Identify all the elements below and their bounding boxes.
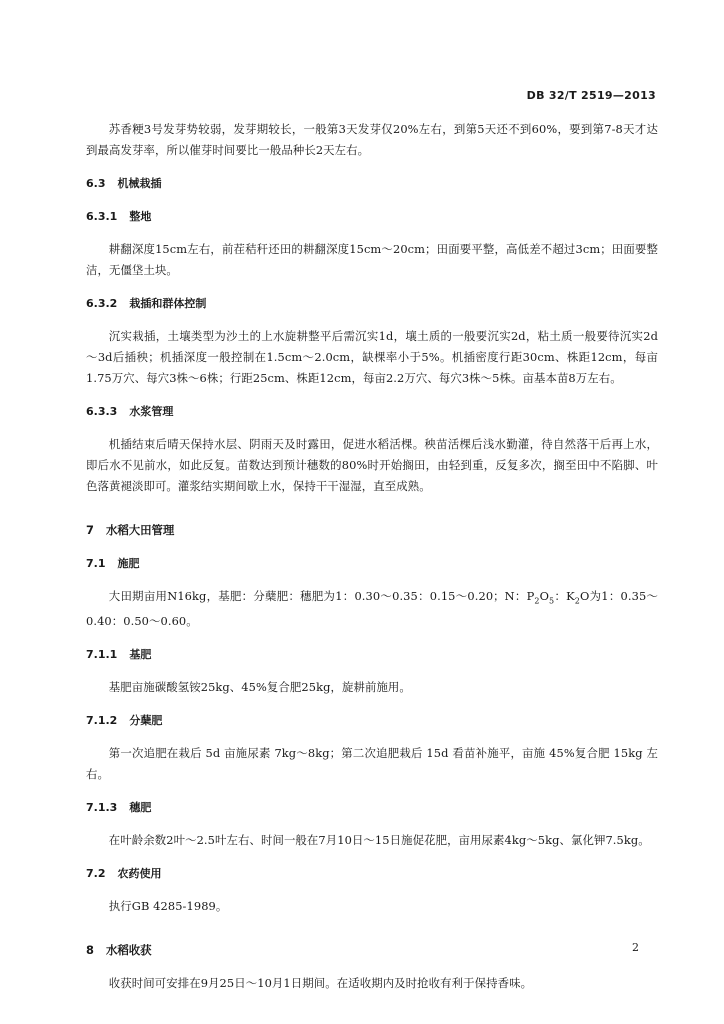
- paragraph-intro: 苏香粳3号发芽势较弱，发芽期较长，一般第3天发芽仅20%左右，到第5天还不到60%，要到第7-8天才达到最高发芽率，所以催芽时间要比一般品种长2天左右。: [86, 122, 658, 157]
- heading-title: 栽插和群体控制: [129, 297, 207, 310]
- heading-number: 6.3: [86, 177, 106, 190]
- heading-7-1: [86, 553, 658, 574]
- heading-title: 水稻大田管理: [105, 523, 175, 537]
- heading-title: 水稻收获: [105, 943, 152, 958]
- page-number: 2: [632, 941, 639, 954]
- heading-title: 分蘖肥: [129, 714, 163, 728]
- paragraph-7-1-1: 基肥亩施碳酸氢铵25kg、45%复合肥25kg，旋耕前施用。: [108, 680, 411, 695]
- document-code: DB 32/T 2519—2013: [526, 89, 656, 102]
- paragraph-6-3-3: 机插结束后晴天保持水层、阴雨天及时露田，促进水稻活棵。秧苗活棵后浅水勤灌，待自然落干后再上水，即后水不见前水，如此反复。苗数达到预计穗数的80%时开始搁田，由轻到重，反复多次，搁至田中不陷脚、叶色落黄褪淡即可。灌浆结实期间歇上水，保持干干湿湿，直至成熟。: [86, 437, 658, 493]
- heading-7-2: [86, 863, 658, 884]
- heading-8: [86, 940, 658, 961]
- heading-title: 穗肥: [129, 801, 152, 815]
- heading-number: 7.1: [86, 557, 106, 570]
- heading-6-3-2: [86, 293, 658, 314]
- heading-7: [86, 520, 658, 541]
- document-body: [86, 119, 658, 994]
- heading-title: 农药使用: [117, 867, 162, 881]
- heading-number: 7.1.1: [86, 648, 118, 662]
- heading-title: 整地: [129, 210, 152, 223]
- heading-number: 6.3.2: [86, 297, 118, 310]
- paragraph-7-1-2: 第一次追肥在栽后 5d 亩施尿素 7kg～8kg；第二次追肥栽后 15d 看苗补施平，亩施 45%复合肥 15kg 左右。: [86, 746, 658, 782]
- paragraph-6-3-2: 沉实栽插，土壤类型为沙土的上水旋耕整平后需沉实1d，壤土质的一般要沉实2d，粘土质一般要待沉实2d～3d后插秧；机插深度一般控制在1.5cm～2.0cm，缺棵率小于5%。机插密度行距30cm、株距12cm，每亩1.75万穴、每穴3株～6株；行距25cm、株距12cm，每亩2.2万穴、每穴3株～5株。亩基本苗8万左右。: [86, 329, 658, 385]
- heading-7-1-2: [86, 710, 658, 731]
- paragraph-7-1-3: 在叶龄余数2叶～2.5叶左右、时间一般在7月10日～15日施促花肥，亩用尿素4kg～5kg、氯化钾7.5kg。: [108, 833, 650, 848]
- heading-number: 7.1.2: [86, 714, 118, 728]
- heading-6-3-1: [86, 206, 658, 227]
- paragraph-7-1: 大田期亩用N16kg，基肥：分蘖肥：穗肥为1：0.30～0.35：0.15～0.20；N：$P_2O_5$：$K_2O$为1：0.35～0.40：0.50～0.60。: [86, 589, 658, 629]
- heading-number: 7.2: [86, 867, 106, 881]
- paragraph-8: 收获时间可安排在9月25日～10月1日期间。在适收期内及时抢收有利于保持香味。: [108, 976, 533, 991]
- heading-7-1-1: [86, 644, 658, 665]
- heading-title: 施肥: [117, 557, 140, 570]
- heading-title: 水浆管理: [129, 405, 174, 418]
- paragraph-7-2: 执行GB 4285-1989。: [108, 899, 228, 914]
- heading-6-3: [86, 173, 658, 194]
- paragraph-6-3-1: 耕翻深度15cm左右，前茬秸秆还田的耕翻深度15cm～20cm；田面要平整，高低差不超过3cm；田面要整洁，无僵垡土块。: [86, 242, 658, 277]
- heading-number: 7: [86, 523, 94, 537]
- heading-title: 基肥: [129, 648, 152, 662]
- heading-number: 8: [86, 943, 94, 958]
- heading-number: 6.3.3: [86, 405, 118, 418]
- heading-number: 7.1.3: [86, 801, 118, 815]
- heading-number: 6.3.1: [86, 210, 118, 223]
- heading-7-1-3: [86, 797, 658, 818]
- heading-6-3-3: [86, 401, 658, 422]
- heading-title: 机械栽插: [117, 177, 162, 190]
